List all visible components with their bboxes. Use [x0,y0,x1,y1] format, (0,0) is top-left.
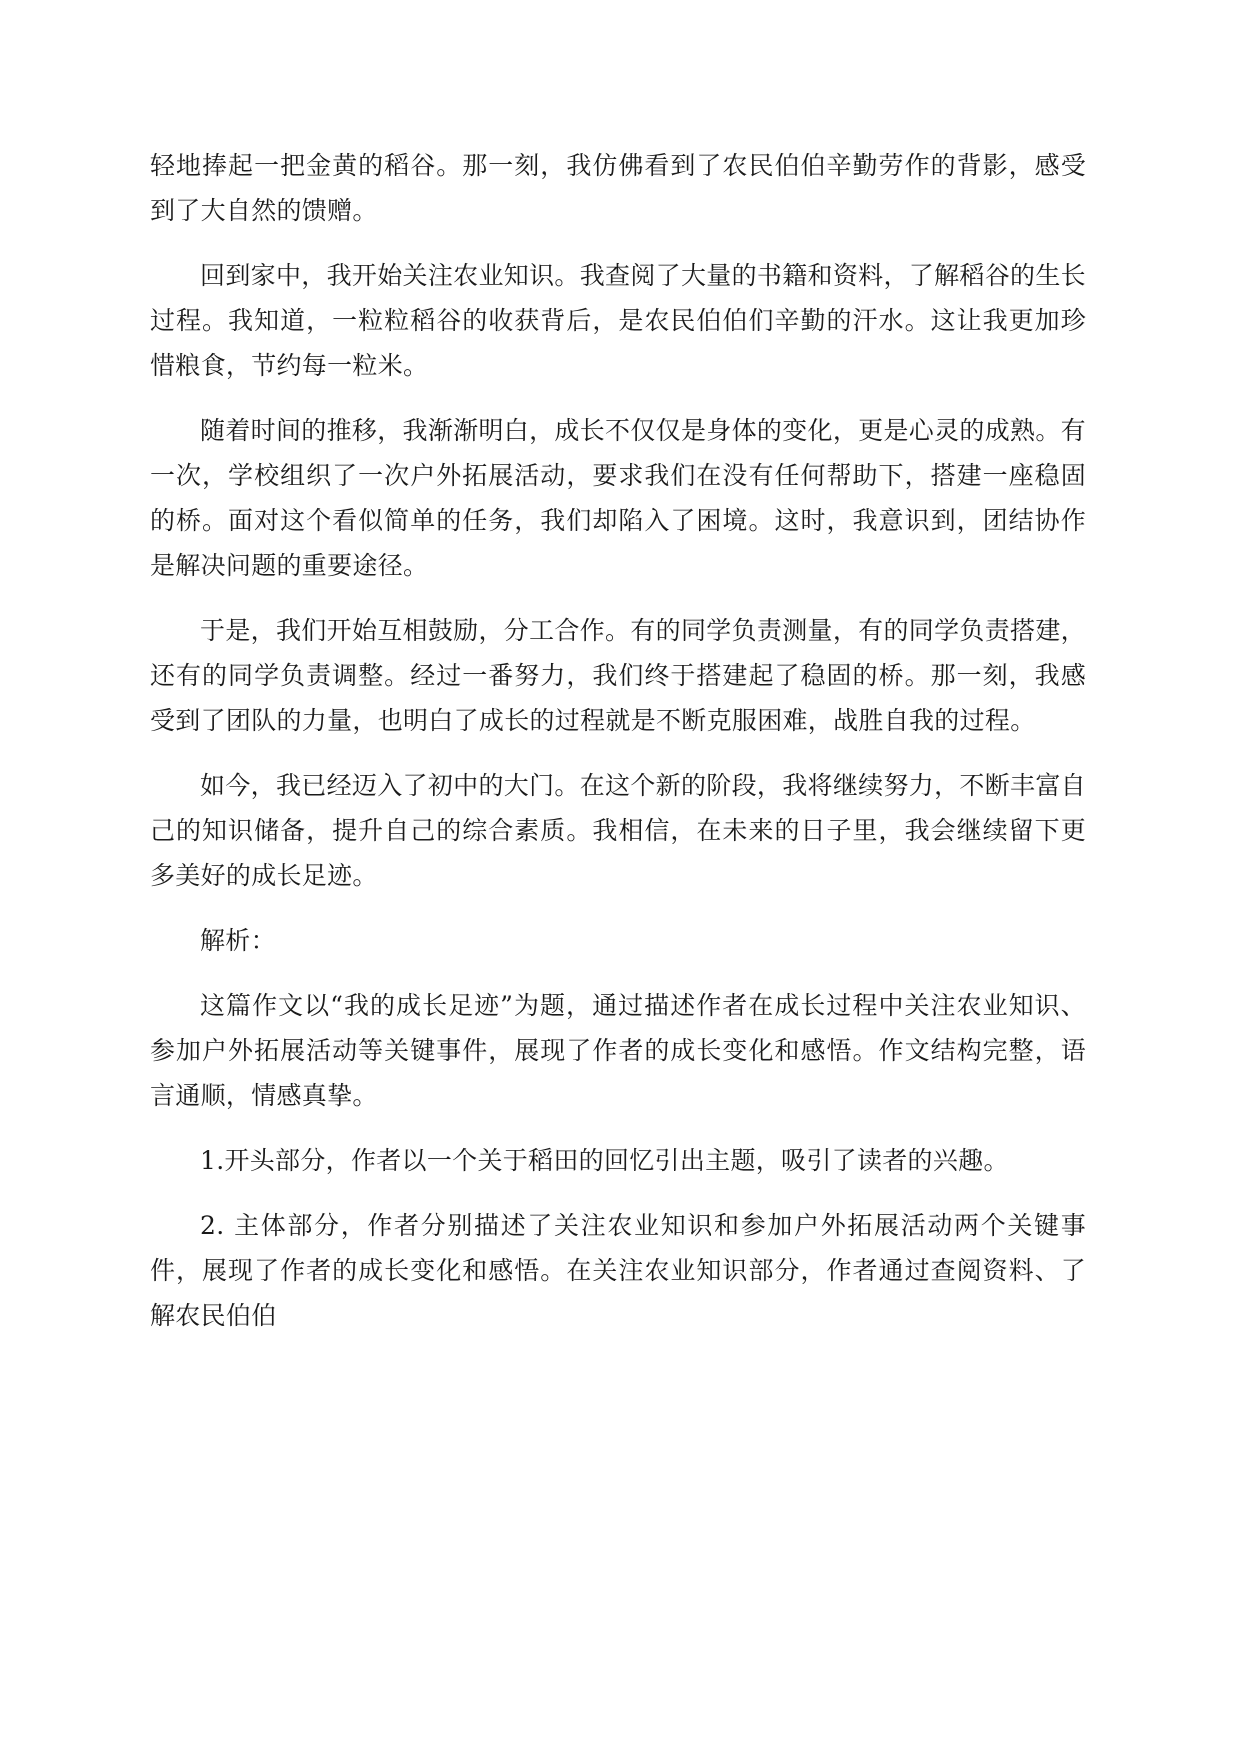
document-body [150,143,1086,1358]
analysis-point-1: 1.开头部分，作者以一个关于稻田的回忆引出主题，吸引了读者的兴趣。 [200,1146,1009,1175]
paragraph-junior-high: 如今，我已经迈入了初中的大门。在这个新的阶段，我将继续努力，不断丰富自己的知识储备，提升自己的综合素质。我相信，在未来的日子里，我会继续留下更多美好的成长足迹。 [150,771,1086,890]
analysis-heading: 解析： [200,926,276,955]
paragraph-agriculture: 回到家中，我开始关注农业知识。我查阅了大量的书籍和资料，了解稻谷的生长过程。我知道，一粒粒稻谷的收获背后，是农民伯伯们辛勤的汗水。这让我更加珍惜粮食，节约每一粒米。 [150,261,1086,380]
paragraph-teamwork: 于是，我们开始互相鼓励，分工合作。有的同学负责测量，有的同学负责搭建，还有的同学负责调整。经过一番努力，我们终于搭建起了稳固的桥。那一刻，我感受到了团队的力量，也明白了成长的过程就是不断克服困难，战胜自我的过程。 [150,616,1086,735]
analysis-summary: 这篇作文以“我的成长足迹”为题，通过描述作者在成长过程中关注农业知识、参加户外拓展活动等关键事件，展现了作者的成长变化和感悟。作文结构完整，语言通顺，情感真挚。 [150,991,1086,1110]
analysis-point-2: 2. 主体部分，作者分别描述了关注农业知识和参加户外拓展活动两个关键事件，展现了作者的成长变化和感悟。在关注农业知识部分，作者通过查阅资料、了解农民伯伯 [150,1211,1086,1330]
paragraph-continuation: 轻地捧起一把金黄的稻谷。那一刻，我仿佛看到了农民伯伯辛勤劳作的背影，感受到了大自然的馈赠。 [150,151,1086,225]
paragraph-growth: 随着时间的推移，我渐渐明白，成长不仅仅是身体的变化，更是心灵的成熟。有一次，学校组织了一次户外拓展活动，要求我们在没有任何帮助下，搭建一座稳固的桥。面对这个看似简单的任务，我们却陷入了困境。这时，我意识到，团结协作是解决问题的重要途径。 [150,416,1086,580]
